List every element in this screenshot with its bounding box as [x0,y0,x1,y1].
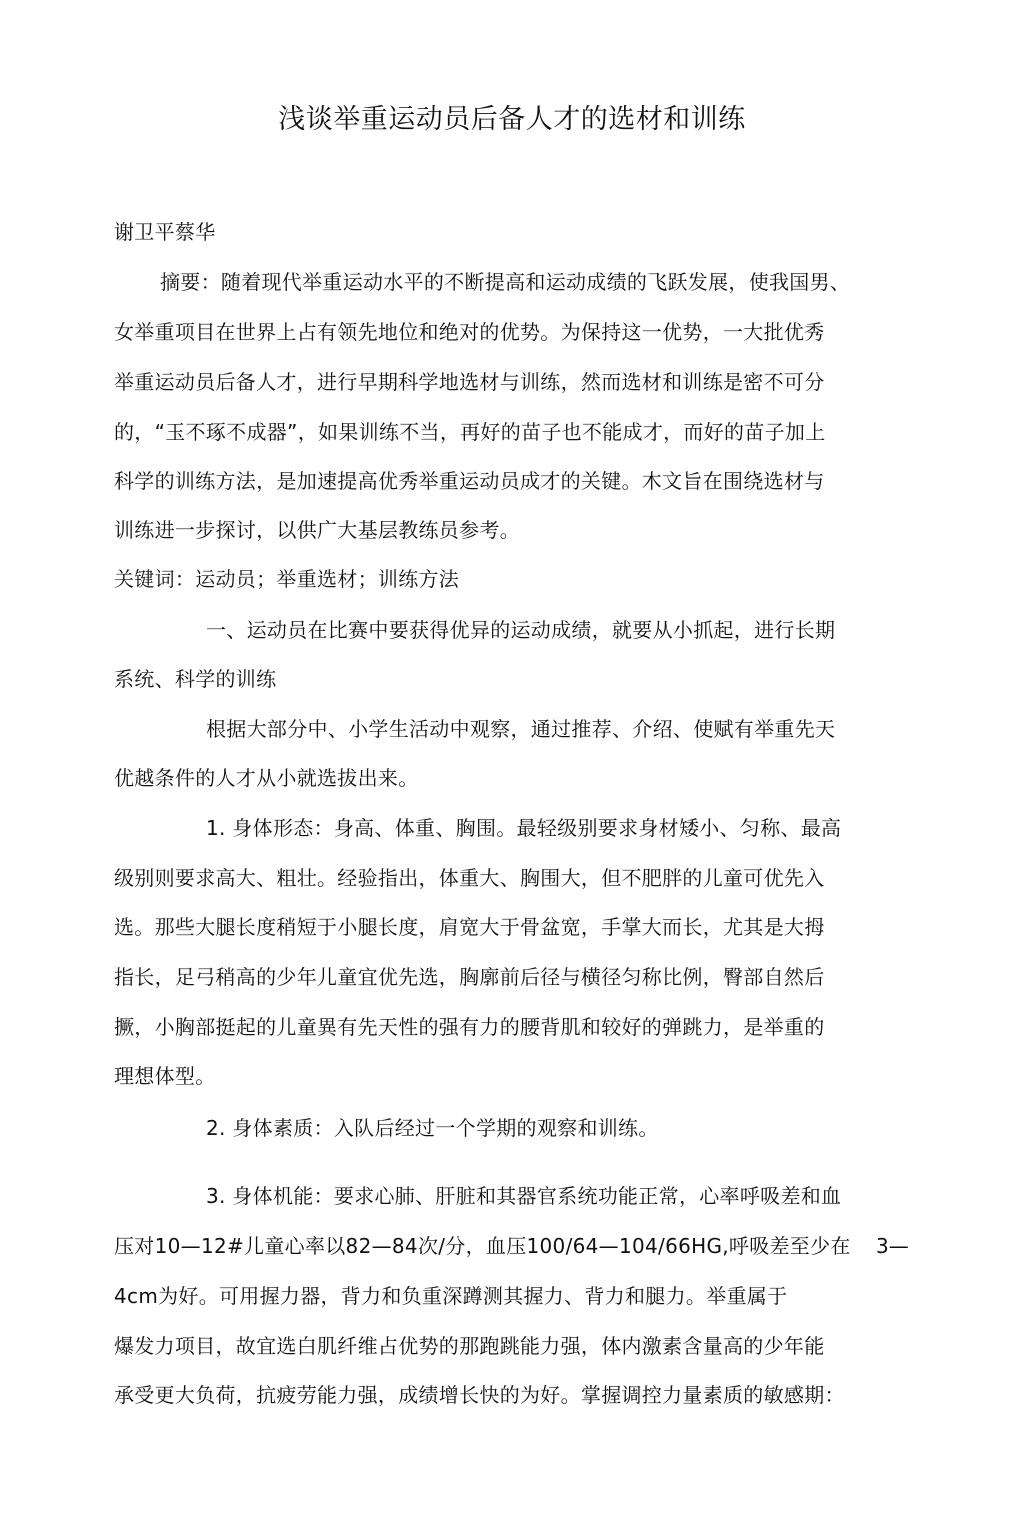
paragraph-line: 优越条件的人才从小就选拔出来。 [114,766,419,790]
item1-line: 指长，足弓稍高的少年儿童宜优先选，胸廓前后径与横径匀称比例，臀部自然后 [114,965,825,989]
section-heading-line: 系统、科学的训练 [114,667,277,691]
abstract-line: 训练进一步探讨，以供广大基层教练员参考。 [114,518,520,542]
item3-line: 4cm为好。可用握力器，背力和负重深蹲测其握力、背力和腿力。举重属于 [114,1284,788,1308]
author-names: 谢卫平蔡华 [114,220,216,244]
abstract-line: 摘要：随着现代举重运动水平的不断提高和运动成绩的飞跃发展，使我国男、 [160,270,851,294]
item1-line: 选。那些大腿长度稍短于小腿长度，肩宽大于骨盆宽，手掌大而长，尤其是大拇 [114,915,825,939]
abstract-line: 科学的训练方法，是加速提高优秀举重运动员成才的关键。木文旨在围绕选材与 [114,469,825,493]
item1-line: 理想体型。 [114,1064,216,1088]
item1-line: 撅，小胸部挺起的儿童異有先天性的强有力的腰背肌和较好的弹跳力，是举重的 [114,1015,825,1039]
document-title: 浅谈举重运动员后备人才的选材和训练 [278,104,746,135]
item3-line-tail: 3— [876,1234,909,1258]
item1-line: 1. 身体形态：身高、体重、胸围。最轻级别要求身材矮小、匀称、最高 [206,816,842,840]
item2-line: 2. 身体素质：入队后经过一个学期的观察和训练。 [206,1116,659,1140]
abstract-line: 的，“玉不琢不成器”，如果训练不当，再好的苗子也不能成才，而好的苗子加上 [114,420,826,444]
item3-line: 3. 身体机能：要求心肺、肝脏和其器官系统功能正常，心率呼吸差和血 [206,1184,842,1208]
section-heading-line: 一、运动员在比赛中要获得优异的运动成绩，就要从小抓起，进行长期 [206,618,836,642]
item1-line: 级别则要求高大、粗壮。经验指出，体重大、胸围大，但不肥胖的儿童可优先入 [114,866,825,890]
keywords: 关键词：运动员；举重选材；训练方法 [114,567,460,591]
item3-line: 压对10—12#儿童心率以82—84次/分，血压100/64—104/66HG,呼吸差至少在 [114,1234,851,1258]
paragraph-line: 根据大部分中、小学生活动中观察，通过推荐、介绍、使赋有举重先天 [206,717,836,741]
abstract-line: 女举重项目在世界上占有领先地位和绝对的优势。为保持这一优势，一大批优秀 [114,320,825,344]
abstract-line: 举重运动员后备人才，进行早期科学地选材与训练，然而选材和训练是密不可分 [114,370,825,394]
item3-line: 爆发力项目，故宜选白肌纤维占优势的那跑跳能力强，体内激素含量高的少年能 [114,1334,825,1358]
item3-line: 承受更大负荷，抗疲劳能力强，成绩增长快的为好。掌握调控力量素质的敏感期： [114,1383,845,1407]
